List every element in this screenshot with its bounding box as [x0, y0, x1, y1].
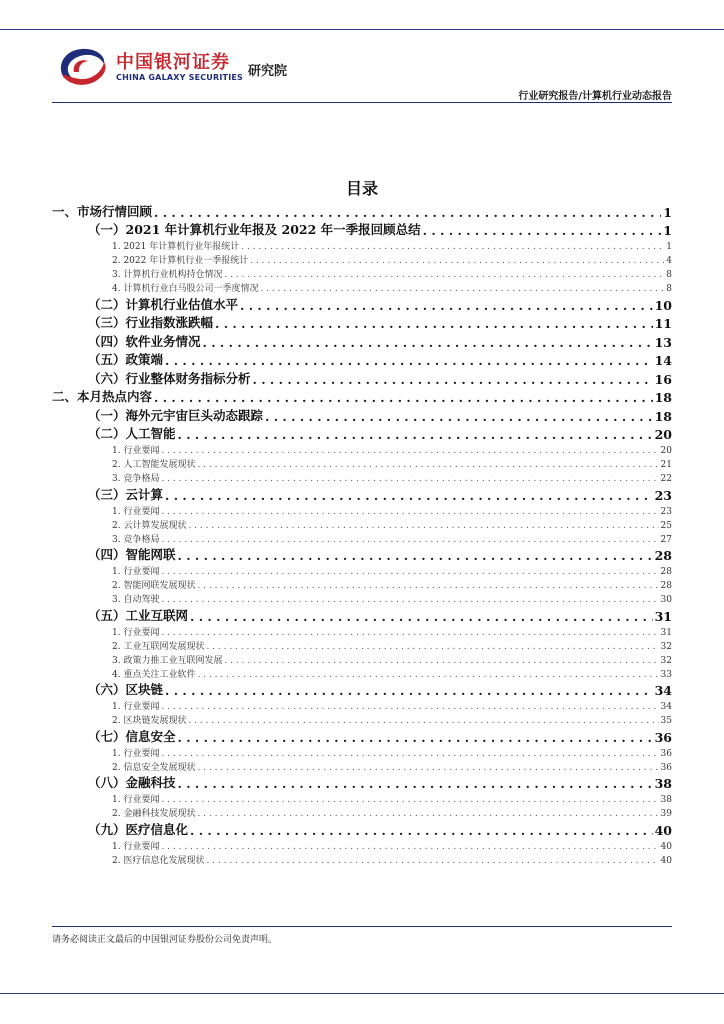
- toc-entry[interactable]: [52, 638, 672, 652]
- toc-leader-dots: [161, 474, 658, 484]
- toc-entry[interactable]: [52, 666, 672, 680]
- toc-leader-dots: [178, 427, 653, 442]
- toc-leader-dots: [265, 409, 653, 424]
- toc-entry[interactable]: [52, 424, 672, 443]
- toc-entry-page: 18: [654, 408, 672, 424]
- toc-entry-label: 4. 计算机行业白马股公司一季度情况: [112, 284, 259, 294]
- toc-entry-label: （一）海外元宇宙巨头动态跟踪: [88, 407, 264, 423]
- toc-entry-label: （二）人工智能: [88, 426, 176, 441]
- toc-entry-page: 8: [666, 284, 672, 294]
- toc-entry-label: （四）软件业务情况: [88, 333, 201, 349]
- toc-entry-page: 34: [654, 683, 672, 698]
- footer-disclaimer: 请务必阅读正文最后的中国银河证券股份公司免责声明。: [52, 935, 278, 945]
- toc-entry-page: 23: [654, 487, 672, 503]
- toc-leader-dots: [161, 628, 658, 638]
- toc-entry-page: 27: [660, 534, 672, 545]
- toc-leader-dots: [215, 316, 653, 331]
- toc-leader-dots: [161, 749, 658, 759]
- toc-entry-page: 32: [660, 641, 672, 652]
- toc-leader-dots: [241, 242, 664, 252]
- toc-entry-page: 36: [654, 729, 672, 745]
- toc-entry-page: 31: [660, 627, 672, 638]
- toc-leader-dots: [203, 335, 653, 350]
- top-border: [0, 29, 724, 30]
- toc-entry-label: 3. 竞争格局: [112, 474, 160, 484]
- toc-entry-page: 10: [654, 297, 672, 313]
- toc-leader-dots: [253, 372, 653, 387]
- toc-entry-label: 3. 计算机行业机构持仓情况: [112, 270, 223, 280]
- toc-entry[interactable]: [52, 405, 672, 424]
- toc-entry[interactable]: [52, 624, 672, 638]
- toc-entry-label: 1. 行业要闻: [112, 702, 160, 712]
- toc-leader-dots: [165, 683, 653, 698]
- toc-entry-page: 4: [666, 256, 672, 266]
- toc-entry[interactable]: [52, 680, 672, 699]
- toc-entry-page: 38: [660, 795, 672, 805]
- toc-leader-dots: [178, 730, 653, 745]
- toc-leader-dots: [161, 795, 658, 805]
- toc-entry-label: 2. 云计算发展现状: [112, 520, 187, 531]
- toc-entry-label: 2. 信息安全发展现状: [112, 762, 196, 773]
- toc-entry-page: 34: [660, 702, 672, 712]
- toc-leader-dots: [188, 716, 658, 726]
- toc-entry[interactable]: [52, 368, 672, 387]
- toc-entry-page: 28: [654, 548, 672, 563]
- toc-entry-label: 2. 医疗信息化发展现状: [112, 855, 205, 866]
- toc-leader-dots: [190, 609, 653, 624]
- toc-entry-label: （三）行业指数涨跌幅: [88, 315, 214, 330]
- toc-entry-label: 1. 行业要闻: [112, 446, 160, 456]
- toc-entry[interactable]: [52, 712, 672, 726]
- toc-entry[interactable]: [52, 442, 672, 456]
- toc-entry-label: （三）云计算: [88, 486, 164, 502]
- toc-entry[interactable]: [52, 698, 672, 712]
- toc-entry-page: 1: [663, 223, 672, 238]
- brand-name-en: CHINA GALAXY SECURITIES: [116, 73, 243, 82]
- toc-entry-label: 2. 人工智能发展现状: [112, 460, 196, 470]
- toc-leader-dots: [161, 446, 658, 456]
- toc-entry-label: 二、本月热点内容: [52, 389, 153, 404]
- toc-leader-dots: [161, 507, 658, 517]
- toc-title: 目录: [345, 179, 378, 198]
- toc-entry-page: 35: [660, 716, 672, 726]
- report-type-label: 行业研究报告/计算机行业动态报告: [518, 91, 672, 102]
- toc-leader-dots: [165, 488, 653, 503]
- toc-entry[interactable]: [52, 456, 672, 470]
- toc-leader-dots: [161, 702, 658, 712]
- toc-leader-dots: [188, 521, 658, 531]
- toc-entry-page: 32: [660, 655, 672, 666]
- toc-entry-label: 4. 重点关注工业软件: [112, 669, 196, 680]
- toc-entry[interactable]: [52, 387, 672, 406]
- toc-entry-page: 31: [654, 608, 672, 624]
- toc-entry-label: （四）智能网联: [88, 547, 176, 562]
- toc-entry-page: 20: [660, 446, 672, 456]
- toc-leader-dots: [154, 390, 653, 405]
- toc-entry-label: 1. 行业要闻: [112, 748, 160, 759]
- table-of-contents: [52, 201, 672, 866]
- toc-entry[interactable]: [52, 531, 672, 545]
- toc-leader-dots: [197, 763, 658, 773]
- toc-entry-label: 1. 行业要闻: [112, 627, 160, 638]
- toc-entry[interactable]: [52, 852, 672, 866]
- toc-entry[interactable]: [52, 220, 672, 239]
- toc-entry-page: 33: [660, 669, 672, 680]
- toc-leader-dots: [260, 284, 664, 294]
- toc-entry[interactable]: [52, 331, 672, 350]
- toc-entry[interactable]: [52, 805, 672, 819]
- toc-entry[interactable]: [52, 503, 672, 517]
- toc-entry[interactable]: [52, 791, 672, 805]
- toc-entry-label: （五）工业互联网: [88, 607, 189, 623]
- toc-leader-dots: [206, 642, 658, 652]
- toc-entry[interactable]: [52, 545, 672, 564]
- toc-entry-label: 1. 行业要闻: [112, 841, 160, 852]
- toc-entry-page: 25: [660, 520, 672, 531]
- toc-entry[interactable]: [52, 350, 672, 369]
- header-divider: [52, 102, 672, 103]
- institute-label: 研究院: [248, 64, 288, 79]
- toc-entry-page: 38: [654, 776, 672, 791]
- toc-entry[interactable]: [52, 577, 672, 591]
- toc-entry-label: 2. 2022 年计算机行业一季报统计: [112, 256, 249, 266]
- toc-entry-label: （一）2021 年计算机行业年报及 2022 年一季报回顾总结: [88, 222, 421, 237]
- toc-entry-page: 1: [663, 204, 672, 220]
- toc-entry-label: （六）行业整体财务指标分析: [88, 370, 251, 386]
- toc-entry-page: 1: [666, 242, 672, 252]
- toc-entry-label: （二）计算机行业估值水平: [88, 296, 239, 312]
- bottom-border: [0, 993, 724, 994]
- toc-entry-label: （七）信息安全: [88, 728, 176, 744]
- toc-entry[interactable]: [52, 563, 672, 577]
- toc-entry[interactable]: [52, 266, 672, 280]
- toc-entry-label: （九）医疗信息化: [88, 821, 189, 837]
- toc-entry-page: 14: [654, 353, 672, 368]
- toc-entry-page: 20: [654, 427, 672, 442]
- toc-leader-dots: [161, 842, 658, 852]
- toc-entry[interactable]: [52, 313, 672, 332]
- toc-entry-label: 3. 自动驾驶: [112, 595, 160, 605]
- toc-entry-label: 2. 区块链发展现状: [112, 716, 187, 726]
- footer-divider: [52, 926, 672, 927]
- toc-entry-label: 2. 工业互联网发展现状: [112, 641, 205, 652]
- toc-entry-label: 2. 智能网联发展现状: [112, 581, 196, 591]
- toc-entry-page: 8: [666, 270, 672, 280]
- galaxy-logo-icon: [54, 44, 110, 90]
- toc-leader-dots: [154, 205, 661, 220]
- toc-entry[interactable]: [52, 745, 672, 759]
- toc-entry[interactable]: [52, 652, 672, 666]
- toc-leader-dots: [240, 298, 653, 313]
- toc-entry-label: 一、市场行情回顾: [52, 203, 153, 219]
- toc-leader-dots: [206, 856, 658, 866]
- toc-entry[interactable]: [52, 838, 672, 852]
- toc-entry[interactable]: [52, 294, 672, 313]
- toc-entry[interactable]: [52, 759, 672, 773]
- toc-entry[interactable]: [52, 484, 672, 503]
- toc-entry-page: 13: [654, 334, 672, 350]
- toc-entry-page: 40: [654, 822, 672, 838]
- toc-entry-label: 1. 2021 年计算机行业年报统计: [112, 242, 240, 252]
- toc-entry-page: 40: [660, 855, 672, 866]
- toc-entry[interactable]: [52, 591, 672, 605]
- toc-entry-label: 3. 政策力推工业互联网发展: [112, 655, 223, 666]
- toc-entry-label: 1. 行业要闻: [112, 506, 160, 517]
- toc-entry-label: （六）区块链: [88, 682, 164, 697]
- toc-leader-dots: [161, 595, 658, 605]
- toc-entry-page: 22: [660, 474, 672, 484]
- toc-leader-dots: [197, 670, 658, 680]
- toc-entry-page: 36: [660, 748, 672, 759]
- toc-entry-page: 36: [660, 762, 672, 773]
- toc-leader-dots: [178, 548, 653, 563]
- toc-leader-dots: [197, 460, 658, 470]
- toc-entry[interactable]: [52, 605, 672, 624]
- toc-entry[interactable]: [52, 252, 672, 266]
- toc-entry-page: 16: [654, 371, 672, 387]
- toc-entry-page: 28: [660, 581, 672, 591]
- toc-leader-dots: [197, 809, 658, 819]
- toc-leader-dots: [165, 353, 653, 368]
- toc-entry-page: 28: [660, 567, 672, 577]
- toc-entry-page: 30: [660, 595, 672, 605]
- toc-leader-dots: [224, 656, 658, 666]
- toc-entry-label: 1. 行业要闻: [112, 795, 160, 805]
- toc-entry[interactable]: [52, 726, 672, 745]
- toc-leader-dots: [197, 581, 658, 591]
- toc-entry-label: 2. 金融科技发展现状: [112, 809, 196, 819]
- toc-entry-page: 11: [654, 316, 672, 331]
- toc-entry-label: （五）政策端: [88, 352, 164, 367]
- toc-entry-page: 18: [654, 390, 672, 405]
- toc-entry-page: 39: [660, 809, 672, 819]
- toc-leader-dots: [161, 567, 658, 577]
- toc-entry[interactable]: [52, 238, 672, 252]
- toc-entry[interactable]: [52, 280, 672, 294]
- toc-leader-dots: [161, 535, 658, 545]
- toc-entry[interactable]: [52, 470, 672, 484]
- toc-entry-page: 23: [660, 506, 672, 517]
- toc-leader-dots: [178, 776, 653, 791]
- toc-leader-dots: [224, 270, 664, 280]
- toc-entry[interactable]: [52, 517, 672, 531]
- toc-entry[interactable]: [52, 773, 672, 792]
- toc-entry[interactable]: [52, 819, 672, 838]
- toc-entry-label: 1. 行业要闻: [112, 567, 160, 577]
- toc-entry-label: （八）金融科技: [88, 775, 176, 790]
- toc-entry-page: 21: [660, 460, 672, 470]
- toc-entry[interactable]: [52, 201, 672, 220]
- brand-name-cn: 中国银河证券: [116, 52, 230, 73]
- toc-leader-dots: [423, 223, 662, 238]
- toc-entry-label: 3. 竞争格局: [112, 534, 160, 545]
- toc-leader-dots: [190, 823, 653, 838]
- toc-entry-page: 40: [660, 841, 672, 852]
- toc-leader-dots: [250, 256, 664, 266]
